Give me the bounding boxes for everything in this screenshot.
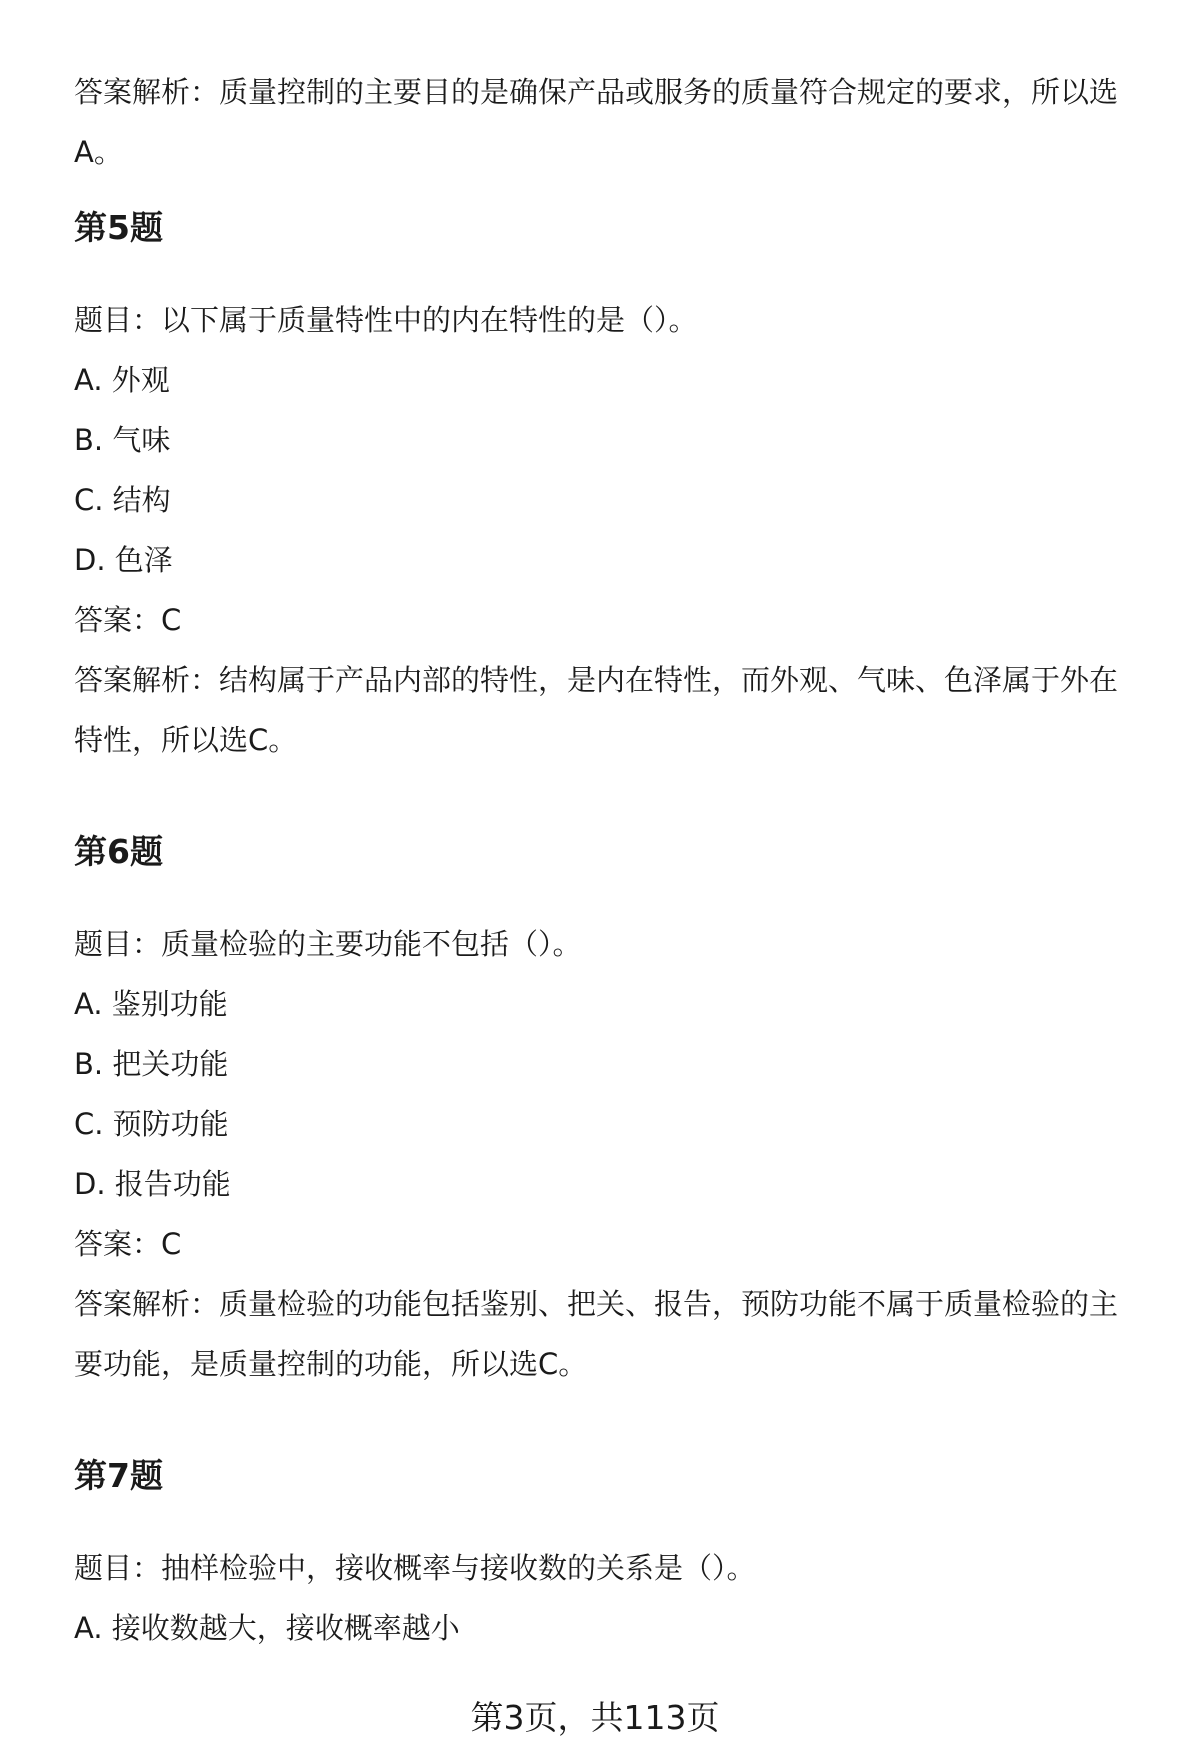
q7-block <box>74 1538 756 1658</box>
q6-block <box>74 914 1118 1394</box>
q5-explanation-line1: 答案解析：结构属于产品内部的特性，是内在特性，而外观、气味、色泽属于外在 <box>74 663 1119 697</box>
q6-option-c: C. 预防功能 <box>74 1107 229 1141</box>
q7-heading <box>74 1446 163 1506</box>
q4-explanation <box>74 62 1118 182</box>
q5-question: 题目：以下属于质量特性中的内在特性的是（）。 <box>74 303 698 337</box>
q5-option-a: A. 外观 <box>74 363 170 397</box>
q6-heading <box>74 822 163 882</box>
q5-title: 第5题 <box>74 208 163 247</box>
q6-explanation-line1: 答案解析：质量检验的功能包括鉴别、把关、报告，预防功能不属于质量检验的主 <box>74 1287 1119 1321</box>
page-footer: 第3页，共113页 <box>470 1698 720 1737</box>
q6-option-b: B. 把关功能 <box>74 1047 229 1081</box>
q4-explanation-line1: 答案解析：质量控制的主要目的是确保产品或服务的质量符合规定的要求，所以选 <box>74 75 1119 109</box>
q5-explanation-line2: 特性，所以选C。 <box>74 723 298 757</box>
q7-title: 第7题 <box>74 1456 163 1495</box>
q5-option-b: B. 气味 <box>74 423 171 457</box>
q6-answer: 答案：C <box>74 1227 182 1261</box>
q7-option-a: A. 接收数越大，接收概率越小 <box>74 1611 460 1645</box>
q5-option-c: C. 结构 <box>74 483 171 517</box>
q6-option-d: D. 报告功能 <box>74 1167 231 1201</box>
q6-option-a: A. 鉴别功能 <box>74 987 228 1021</box>
q7-question: 题目：抽样检验中，接收概率与接收数的关系是（）。 <box>74 1551 756 1585</box>
q4-explanation-line2: A。 <box>74 135 123 169</box>
q5-answer: 答案：C <box>74 603 182 637</box>
q6-explanation-line2: 要功能，是质量控制的功能，所以选C。 <box>74 1347 588 1381</box>
q6-title: 第6题 <box>74 832 163 871</box>
q6-question: 题目：质量检验的主要功能不包括（）。 <box>74 927 582 961</box>
q5-option-d: D. 色泽 <box>74 543 173 577</box>
q5-block <box>74 290 1118 770</box>
q5-heading <box>74 198 163 258</box>
